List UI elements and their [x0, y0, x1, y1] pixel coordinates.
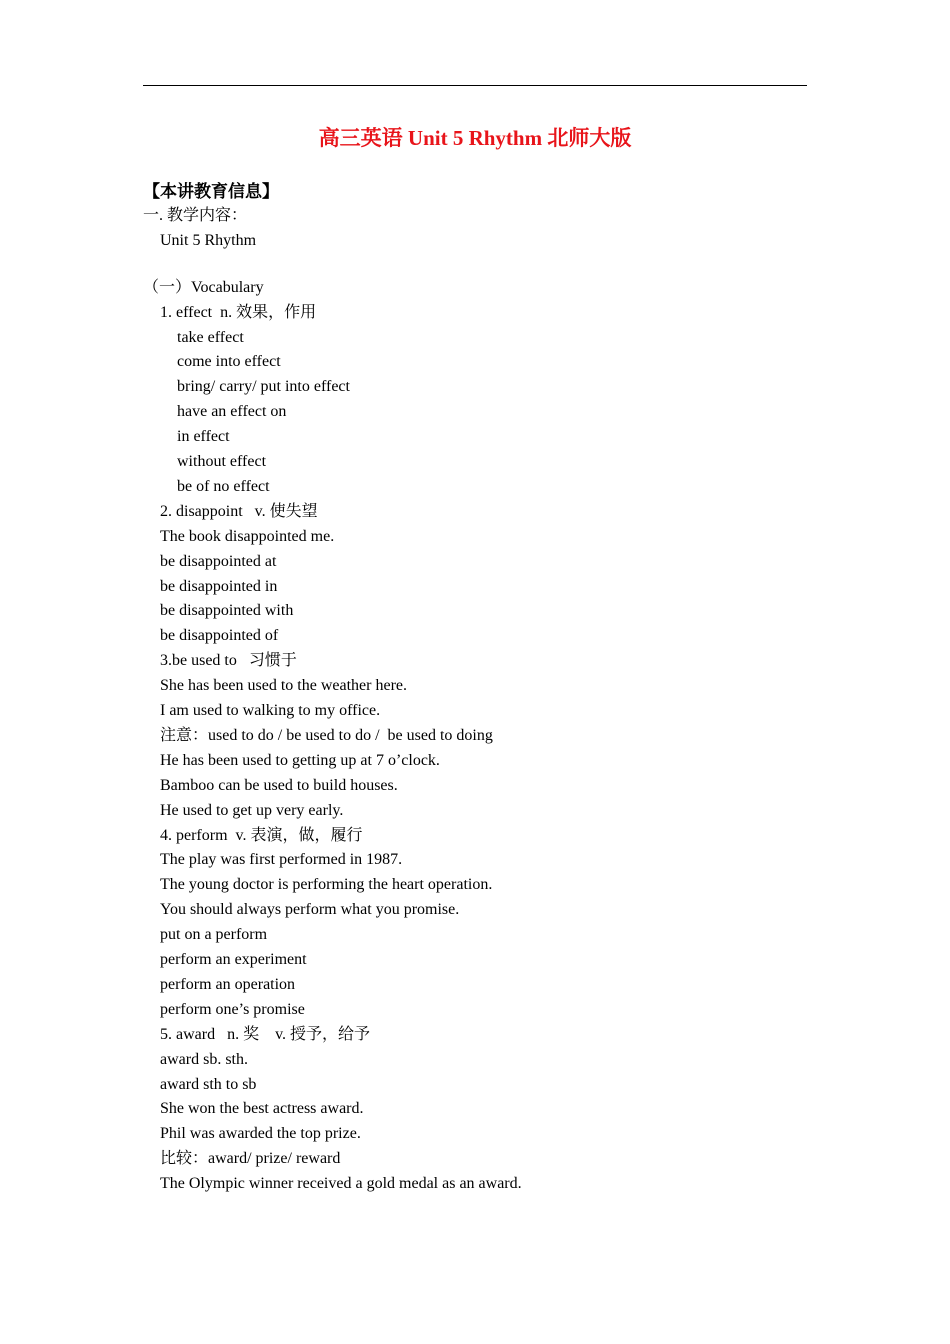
- text-line: Bamboo can be used to build houses.: [160, 776, 398, 794]
- text-line: 4. perform v. 表演，做，履行: [160, 826, 363, 844]
- text-line: He used to get up very early.: [160, 801, 344, 819]
- text-line: The book disappointed me.: [160, 527, 335, 545]
- text-line: 3.be used to 习惯于: [160, 652, 297, 670]
- text-line: be of no effect: [177, 477, 270, 495]
- text-line: have an effect on: [177, 403, 287, 421]
- text-line: 比较：award/ prize/ reward: [160, 1150, 341, 1168]
- text-line: 5. award n. 奖 v. 授予，给予: [160, 1025, 371, 1043]
- text-line: come into effect: [177, 353, 281, 371]
- text-line: 1. effect n. 效果，作用: [160, 303, 317, 321]
- text-line: be disappointed in: [160, 577, 278, 595]
- text-line: The Olympic winner received a gold medal as an award.: [160, 1175, 522, 1193]
- text-line: be disappointed of: [160, 627, 279, 645]
- text-line: Unit 5 Rhythm: [160, 231, 257, 249]
- text-line: be disappointed at: [160, 552, 277, 570]
- text-line: bring/ carry/ put into effect: [177, 378, 350, 396]
- text-line: award sb. sth.: [160, 1050, 248, 1068]
- section-heading: 【本讲教育信息】: [143, 182, 279, 202]
- text-line: put on a perform: [160, 926, 268, 944]
- text-line: award sth to sb: [160, 1075, 257, 1093]
- text-line: The play was first performed in 1987.: [160, 851, 403, 869]
- text-line: She has been used to the weather here.: [160, 677, 408, 695]
- text-line: Phil was awarded the top prize.: [160, 1125, 361, 1143]
- header-rule: [143, 85, 807, 86]
- text-line: perform an experiment: [160, 951, 307, 968]
- text-line: perform one’s promise: [160, 1000, 305, 1018]
- text-line: 2. disappoint v. 使失望: [160, 502, 318, 520]
- text-line: in effect: [177, 428, 230, 446]
- text-line: 注意：used to do / be used to do / be used to doing: [160, 726, 493, 744]
- text-line: 一. 教学内容：: [143, 207, 248, 224]
- text-line: He has been used to getting up at 7 o’clock.: [160, 751, 440, 769]
- text-line: She won the best actress award.: [160, 1100, 364, 1118]
- text-line: perform an operation: [160, 975, 296, 993]
- text-line: You should always perform what you promise.: [160, 901, 460, 919]
- text-line: （一）Vocabulary: [143, 278, 264, 296]
- document-title: 高三英语 Unit 5 Rhythm 北师大版: [318, 126, 632, 150]
- text-line: be disappointed with: [160, 602, 294, 620]
- text-line: without effect: [177, 453, 267, 470]
- text-line: The young doctor is performing the heart operation.: [160, 876, 493, 894]
- text-line: I am used to walking to my office.: [160, 702, 381, 719]
- text-line: take effect: [177, 328, 244, 346]
